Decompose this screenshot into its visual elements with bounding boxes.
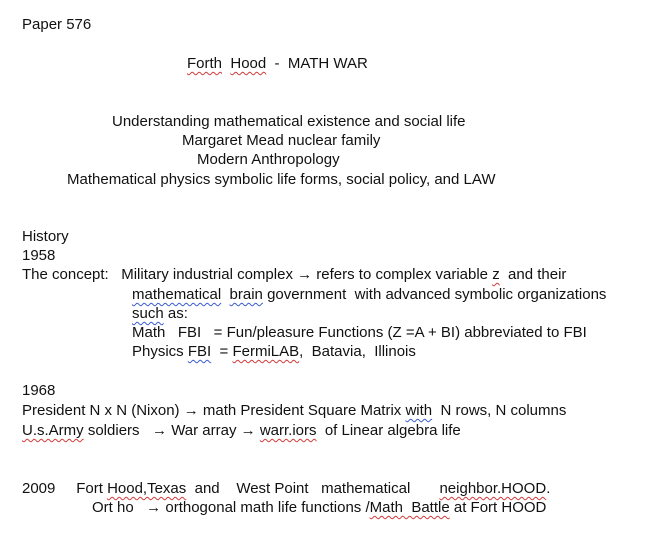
document-title <box>187 54 368 73</box>
year-1968: 1968 <box>22 382 56 399</box>
word-warriors: warr.iors <box>259 422 317 439</box>
concept-line <box>22 265 566 284</box>
intro-line-1: Understanding mathematical existence and social life <box>112 113 466 130</box>
army-tail: of Linear algebra life <box>316 422 461 439</box>
army-text: soldiers → War array → <box>83 422 260 439</box>
concept-tail: and their <box>499 266 567 283</box>
physics-fbi-line <box>132 342 416 361</box>
concept-text: The concept: Military industrial complex → refers to complex variable <box>22 266 493 283</box>
word-fbi: FBI <box>187 343 212 360</box>
physics-label: Physics <box>132 343 188 360</box>
paper-number: Paper 576 <box>22 16 92 33</box>
concept-line-2 <box>132 285 606 304</box>
title-word-hood: Hood <box>230 55 267 72</box>
location-text: , Batavia, Illinois <box>299 343 416 360</box>
nixon-line <box>22 401 566 420</box>
word-such: such <box>132 305 164 322</box>
concept-line-2-text: government with advanced symbolic organizations <box>262 286 607 303</box>
title-word-forth: Forth <box>187 55 223 72</box>
word-fermilab: FermiLAB <box>232 343 300 360</box>
intro-line-4: Mathematical physics symbolic life forms, social policy, and LAW <box>67 171 496 188</box>
math-fbi-line: Math FBI = Fun/pleasure Functions (Z =A + BI) abbreviated to FBI <box>132 324 587 341</box>
nixon-text: President N x N (Nixon) → math President Square Matrix <box>22 402 406 419</box>
word-brain: brain <box>229 286 263 303</box>
orthogonal-tail: at Fort HOOD <box>449 499 547 516</box>
word-with: with <box>405 402 433 419</box>
word-as: as: <box>163 305 188 322</box>
nixon-tail: N rows, N columns <box>432 402 567 419</box>
history-heading: History <box>22 228 69 245</box>
word-mathematical: mathematical <box>132 286 222 303</box>
orthogonal-text: Ort ho → orthogonal math life functions / <box>92 499 370 516</box>
variable-z: z <box>492 266 500 283</box>
period: . <box>546 480 551 497</box>
west-point-text: and West Point mathematical <box>186 480 440 497</box>
orthogonal-line <box>92 498 546 517</box>
concept-line-3 <box>132 304 188 323</box>
word-us-army: U.s.Army <box>22 422 84 439</box>
intro-line-2: Margaret Mead nuclear family <box>182 132 381 149</box>
year-2009: 2009 <box>22 480 56 497</box>
intro-line-3: Modern Anthropology <box>197 151 340 168</box>
word-math-battle: Math Battle <box>369 499 450 516</box>
year-1958: 1958 <box>22 247 56 264</box>
equals-sign: = <box>211 343 233 360</box>
word-hood-texas: Hood,Texas <box>107 480 187 497</box>
word-neighborhood: neighbor.HOOD <box>439 480 547 497</box>
fort-hood-line <box>22 479 550 498</box>
army-line <box>22 421 461 440</box>
fort-text: Fort <box>55 480 108 497</box>
title-math-war: - MATH WAR <box>266 55 368 72</box>
